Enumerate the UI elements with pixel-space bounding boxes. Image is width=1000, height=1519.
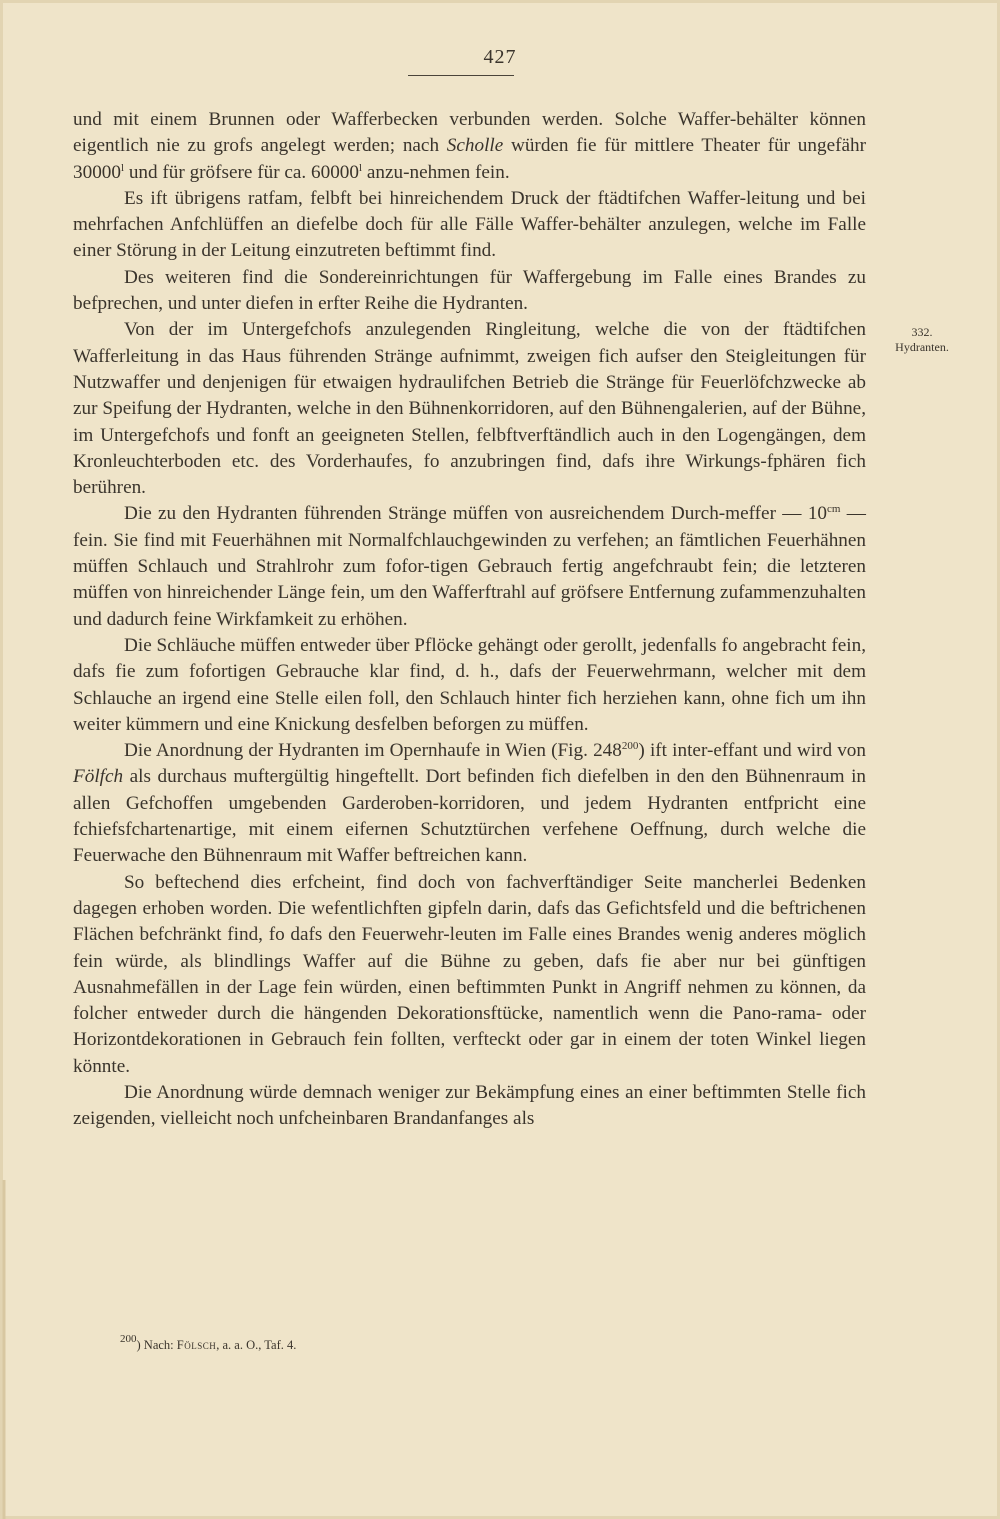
paragraph-9: Die Anordnung würde demnach weniger zur Bekämpfung eines an einer beftimmten Stelle fich zeigenden, vielleicht noch unfcheinbaren Brandanfanges als [73,1081,866,1130]
paragraph-8: So beftechend dies erfcheint, find doch von fachverftändiger Seite mancherlei Bedenken dagegen erhoben worden. Die wefentlichften gipfeln darin, dafs das Gefichtsfeld und die beftrichenen Flächen befchränkt find, fo dafs den Feuerwehr-leuten im Falle eines Brandes wenig anderes möglich fein würde, als blindlings Waffer auf die Bühne zu geben, dafs fie aber nur bei günftigen Ausnahmefällen in der Lage fein würden, einen beftimmten Punkt in Angriff nehmen zu können, da folcher entweder durch die hängenden Dekorationsftücke, namentlich wenn die Pano-rama- oder Horizontdekorationen in Gebrauch fein follten, verfteckt oder gar in einem der toten Winkel liegen könnte. [73,871,866,1077]
paragraph-6: Die Schläuche müffen entweder über Pflöcke gehängt oder gerollt, jedenfalls fo angebracht fein, dafs fie zum fofortigen Gebrauche klar find, d. h., dafs der Feuerwehrmann, welcher mit dem Schlauche an irgend eine Stelle eilen foll, den Schlauch hinter fich herziehen kann, ohne fich um ihn weiter kümmern und eine Knickung desfelben beforgen zu müffen. [73,634,866,735]
footnote-author: Fölsch [176,1338,217,1352]
body-text [73,107,866,1133]
page-number-rule [408,75,514,76]
footnote-marker: 200 [120,1333,137,1345]
author-name: Fölfch [73,766,124,788]
paragraph-1: und mit einem Brunnen oder Wafferbecken verbunden werden. Solche Waffer-behälter können eigentlich nie zu grofs angelegt werden; nach Scholle würden fie für mittlere Theater für ungefähr 30000$^l$ und für gröfsere für ca. 60000$^l$ anzu-nehmen fein. [73,109,866,183]
paragraph-7: Die Anordnung der Hydranten im Opernhaufe in Wien (Fig. $248^{200}$) ift inter-effant und wird von Fölfch als durchaus muftergültig hingeftellt. Dort befinden fich diefelben in den den Bühnenraum in allen Gefchoffen umgebenden Garderoben-korridoren, und jedem Hydranten entfpricht eine fchiefsfchartenartige, mit einem eifernen Schutztürchen verfehene Oeffnung, durch welche die Feuerwache den Bühnenraum mit Waffer beftreichen kann. [73,740,866,867]
footnote-reference[interactable]: 200 [621,740,639,753]
margin-note [872,325,972,355]
margin-note-title: Hydranten. [895,340,949,354]
page-number: 427 [483,46,517,68]
unit-superscript: l [120,161,125,174]
footnote: $^{200}$) Nach: Fölsch, a. a. O., Taf. 4. [120,1333,297,1352]
paragraph-2: Es ift übrigens ratfam, felbft bei hinreichendem Druck der ftädtifchen Waffer-leitung und bei mehrfachen Anfchlüffen an diefelbe doch für alle Fälle Waffer-behälter anzulegen, welche im Falle einer Störung in der Leitung einzutreten beftimmt find. [73,187,866,262]
paragraph-4: Von der im Untergefchofs anzulegenden Ringleitung, welche die von der ftädtifchen Wafferleitung in das Haus führenden Stränge aufnimmt, zweigen fich aufser den Steigleitungen für Nutzwaffer und denjenigen für etwaigen hydraulifchen Betrieb die Stränge für Feuerlöfchzwecke ab zur Speifung der Hydranten, welche in den Bühnenkorridoren, auf den Bühnengalerien, auf der Bühne, im Untergefchofs und fonft an geeigneten Stellen, felbftverftändlich auch in den Logengängen, dem Kronleuchterboden etc. des Vorderhaufes, fo anzubringen find, dafs ihre Wirkungs-fphären fich berühren. [73,319,866,499]
unit-superscript: l [359,161,363,174]
paragraph-3: Des weiteren find die Sondereinrichtungen für Waffergebung im Falle eines Brandes zu befprechen, und unter diefen in erfter Reihe die Hydranten. [73,266,866,315]
margin-note-number: 332. [911,325,933,339]
author-name: Scholle [446,135,504,157]
unit-superscript: cm [827,503,841,516]
paragraph-5: Die zu den Hydranten führenden Stränge müffen von ausreichendem Durch-meffer — $10^{cm}$ — fein. Sie find mit Feuerhähnen mit Normalfchlauchgewinden zu verfehen; an fämtlichen Feuerhähnen müffen Schlauch und Strahlrohr zum fofor-tigen Gebrauch fertig angefchraubt fein; die letzteren müffen von hinreichender Länge fein, um den Wafferftrahl auf gröfsere Entfernung zufammenzuhalten und dadurch feine Wirkfamkeit zu erhöhen. [73,503,866,630]
